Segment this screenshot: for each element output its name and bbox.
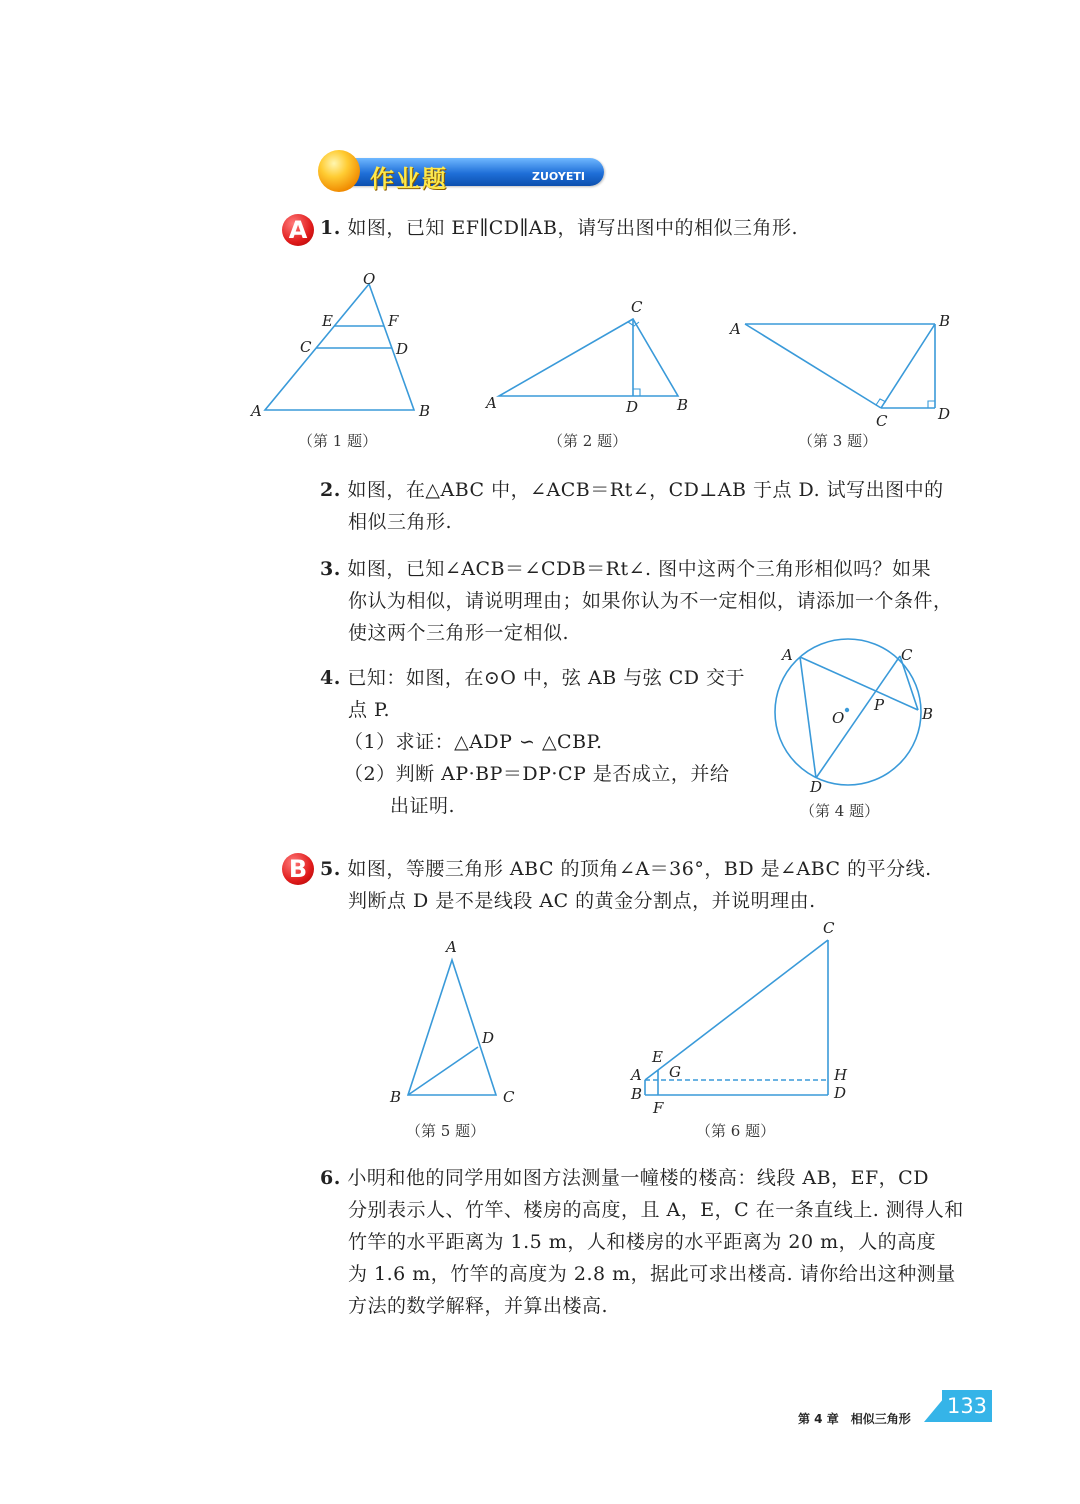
q3-line1: 如图，已知∠ACB＝∠CDB＝Rt∠. 图中这两个三角形相似吗？如果 <box>347 558 932 580</box>
fig6-label-D: D <box>834 1084 847 1102</box>
fig3-label-D: D <box>938 405 951 423</box>
fig1-triangle-OAB <box>265 284 414 410</box>
fig1-label-E: E <box>322 312 333 330</box>
fig5-bisector-BD <box>408 1047 478 1095</box>
question-6 <box>320 1162 964 1322</box>
fig4-label-P: P <box>874 696 885 714</box>
fig6-label-E: E <box>652 1048 663 1066</box>
page-number: 133 <box>942 1390 992 1422</box>
fig1-caption: （第 1 题） <box>298 432 378 450</box>
q6-line3: 竹竿的水平距离为 1.5 m，人和楼房的水平距离为 20 m，人的高度 <box>348 1231 937 1253</box>
figures-5-6 <box>380 920 880 1120</box>
fig2-caption: （第 2 题） <box>548 432 628 450</box>
fig3-caption: （第 3 题） <box>798 432 878 450</box>
q3-line3: 使这两个三角形一定相似. <box>348 622 570 644</box>
fig4-label-D: D <box>810 778 823 796</box>
fig2-label-C: C <box>631 298 643 316</box>
fig4-caption: （第 4 题） <box>800 802 880 820</box>
q6-line2: 分别表示人、竹竿、楼房的高度，且 A，E，C 在一条直线上. 测得人和 <box>348 1199 964 1221</box>
fig3-segment-CB <box>881 324 935 408</box>
q2-line1: 如图，在△ABC 中，∠ACB＝Rt∠，CD⊥AB 于点 D. 试写出图中的 <box>347 479 944 501</box>
q4-line1: 已知：如图，在⊙O 中，弦 AB 与弦 CD 交于 <box>347 667 746 689</box>
q5-line2: 判断点 D 是不是线段 AC 的黄金分割点，并说明理由. <box>348 890 816 912</box>
fig2-label-D: D <box>626 398 639 416</box>
q4-line2: 点 P. <box>348 699 391 721</box>
banner-title: 作业题 <box>370 165 448 193</box>
page-tab-arrow <box>924 1398 944 1422</box>
figure-1 <box>265 284 414 410</box>
fig1-label-B: B <box>419 402 431 420</box>
fig6-label-G: G <box>669 1063 681 1081</box>
fig6-sightline-AC <box>645 940 828 1080</box>
q4-number: 4. <box>320 667 341 689</box>
fig1-label-D: D <box>396 340 409 358</box>
fig6-label-C: C <box>823 920 835 937</box>
footer-chapter: 第 4 章 相似三角形 <box>798 1412 911 1426</box>
fig5-label-B: B <box>390 1088 402 1106</box>
q3-line2: 你认为相似，请说明理由；如果你认为不一定相似，请添加一个条件， <box>348 590 953 612</box>
fig4-label-O: O <box>832 709 845 727</box>
q6-number: 6. <box>320 1167 341 1189</box>
fig6-label-B: B <box>631 1085 643 1103</box>
figure-2 <box>499 319 678 396</box>
figure-5 <box>408 960 496 1095</box>
question-4 <box>320 662 745 822</box>
figures-1-3 <box>240 262 970 442</box>
q6-line5: 方法的数学解释，并算出楼高. <box>348 1295 609 1317</box>
fig6-caption: （第 6 题） <box>696 1122 776 1140</box>
q6-line4: 为 1.6 m，竹竿的高度为 2.8 m，据此可求出楼高. 请你给出这种测量 <box>348 1263 956 1285</box>
fig4-circle <box>775 639 921 785</box>
fig2-label-A: A <box>486 394 497 412</box>
question-1 <box>320 212 798 244</box>
homework-banner <box>318 146 608 194</box>
figure-4 <box>760 632 960 802</box>
q1-text: 如图，已知 EF∥CD∥AB，请写出图中的相似三角形. <box>347 217 799 239</box>
q2-number: 2. <box>320 479 341 501</box>
q2-line2: 相似三角形. <box>348 511 453 533</box>
fig1-label-F: F <box>388 312 399 330</box>
q6-line1: 小明和他的同学用如图方法测量一幢楼的楼高：线段 AB，EF，CD <box>347 1167 929 1189</box>
q1-number: 1. <box>320 217 341 239</box>
fig3-segment-AC <box>745 324 881 408</box>
q4-sub2b: 出证明. <box>390 795 456 817</box>
q3-number: 3. <box>320 558 341 580</box>
q5-line1: 如图，等腰三角形 ABC 的顶角∠A＝36°，BD 是∠ABC 的平分线. <box>347 858 932 880</box>
fig4-label-A: A <box>782 646 793 664</box>
fig6-label-H: H <box>834 1066 848 1084</box>
fig2-label-B: B <box>677 396 689 414</box>
orange-ball-icon <box>318 150 360 192</box>
fig3-label-C: C <box>876 412 888 430</box>
fig1-label-C: C <box>300 338 312 356</box>
fig4-segment-AD <box>800 657 816 778</box>
fig4-label-C: C <box>901 646 913 664</box>
fig2-triangle-ABC <box>499 319 678 396</box>
q5-number: 5. <box>320 858 341 880</box>
fig5-label-A: A <box>446 938 457 956</box>
fig4-chord-CD <box>816 656 900 778</box>
section-b-badge: B <box>282 853 314 885</box>
fig3-label-A: A <box>730 320 741 338</box>
section-a-badge: A <box>282 214 314 246</box>
fig4-label-B: B <box>922 705 934 723</box>
fig5-caption: （第 5 题） <box>406 1122 486 1140</box>
fig4-chord-AB <box>800 657 918 710</box>
q4-sub1: （1）求证：△ADP ∽ △CBP. <box>344 731 603 753</box>
figure-3 <box>745 324 935 408</box>
fig5-label-D: D <box>482 1029 495 1047</box>
fig6-label-A: A <box>631 1066 642 1084</box>
fig5-label-C: C <box>503 1088 515 1106</box>
fig1-label-O: O <box>363 270 376 288</box>
fig6-label-F: F <box>653 1099 664 1117</box>
fig4-center-dot <box>845 708 849 712</box>
question-2 <box>320 474 944 538</box>
q4-sub2: （2）判断 AP·BP＝DP·CP 是否成立，并给 <box>344 763 730 785</box>
fig5-triangle-ABC <box>408 960 496 1095</box>
banner-subtitle: ZUOYETI <box>532 170 585 183</box>
fig3-label-B: B <box>939 312 951 330</box>
question-5 <box>320 853 932 917</box>
fig1-label-A: A <box>251 402 262 420</box>
